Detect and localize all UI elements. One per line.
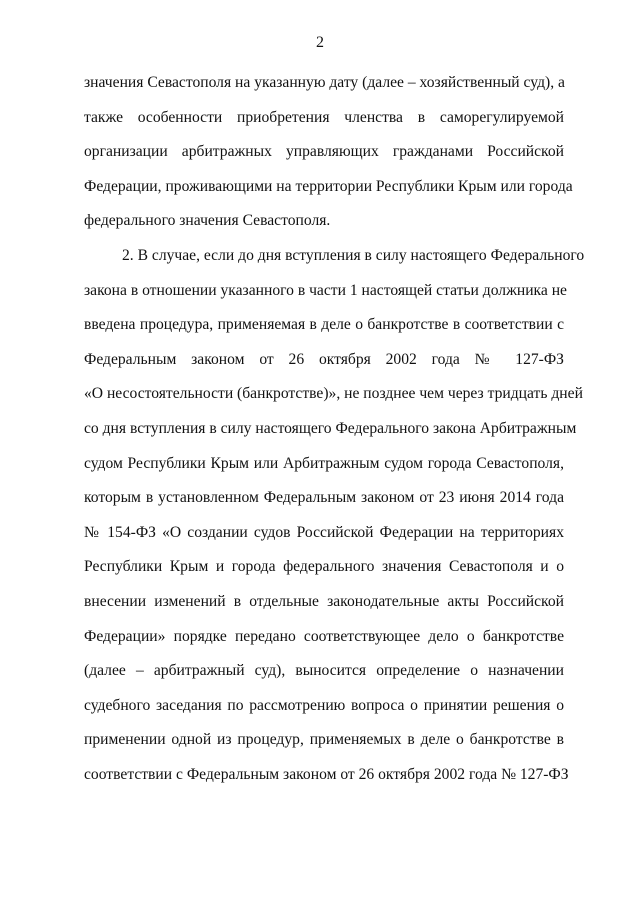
page-number: 2 [316, 34, 324, 51]
text-line: судебного заседания по рассмотрению вопроса о принятии решения о [84, 696, 564, 714]
text-line: применении одной из процедур, применяемых в деле о банкротстве в [84, 731, 564, 749]
text-line: Федерации, проживающими на территории Республики Крым или города [84, 177, 573, 195]
text-line: федерального значения Севастополя. [84, 212, 331, 230]
body-text [84, 71, 585, 797]
text-line: которым в установленном Федеральным законом от 23 июня 2014 года [84, 489, 564, 507]
text-line: закона в отношении указанного в части 1 настоящей статьи должника не [84, 281, 567, 299]
text-line: (далее – арбитражный суд), выносится определение о назначении [84, 662, 564, 680]
text-line: со дня вступления в силу настоящего Федерального закона Арбитражным [84, 419, 577, 437]
text-line: № 154-ФЗ «О создании судов Российской Федерации на территориях [84, 523, 564, 541]
text-line: судом Республики Крым или Арбитражным судом города Севастополя, [84, 454, 564, 472]
text-line: Республики Крым и города федерального значения Севастополя и о [84, 558, 564, 576]
text-line: введена процедура, применяемая в деле о банкротстве в соответствии с [84, 316, 564, 334]
text-line: также особенности приобретения членства в саморегулируемой [84, 108, 564, 126]
text-line: Федеральным законом от 26 октября 2002 года № 127-ФЗ [84, 350, 564, 368]
text-line: организации арбитражных управляющих гражданами Российской [84, 143, 564, 161]
text-line: значения Севастополя на указанную дату (далее – хозяйственный суд), а [84, 74, 565, 91]
text-line: соответствии с Федеральным законом от 26 октября 2002 года № 127-ФЗ [84, 765, 569, 783]
text-line: Федерации» порядке передано соответствующее дело о банкротстве [84, 627, 564, 645]
text-line: «О несостоятельности (банкротстве)», не позднее чем через тридцать дней [84, 385, 583, 403]
text-line: внесении изменений в отдельные законодательные акты Российской [84, 592, 564, 610]
text-line: 2. В случае, если до дня вступления в силу настоящего Федерального [122, 246, 585, 264]
